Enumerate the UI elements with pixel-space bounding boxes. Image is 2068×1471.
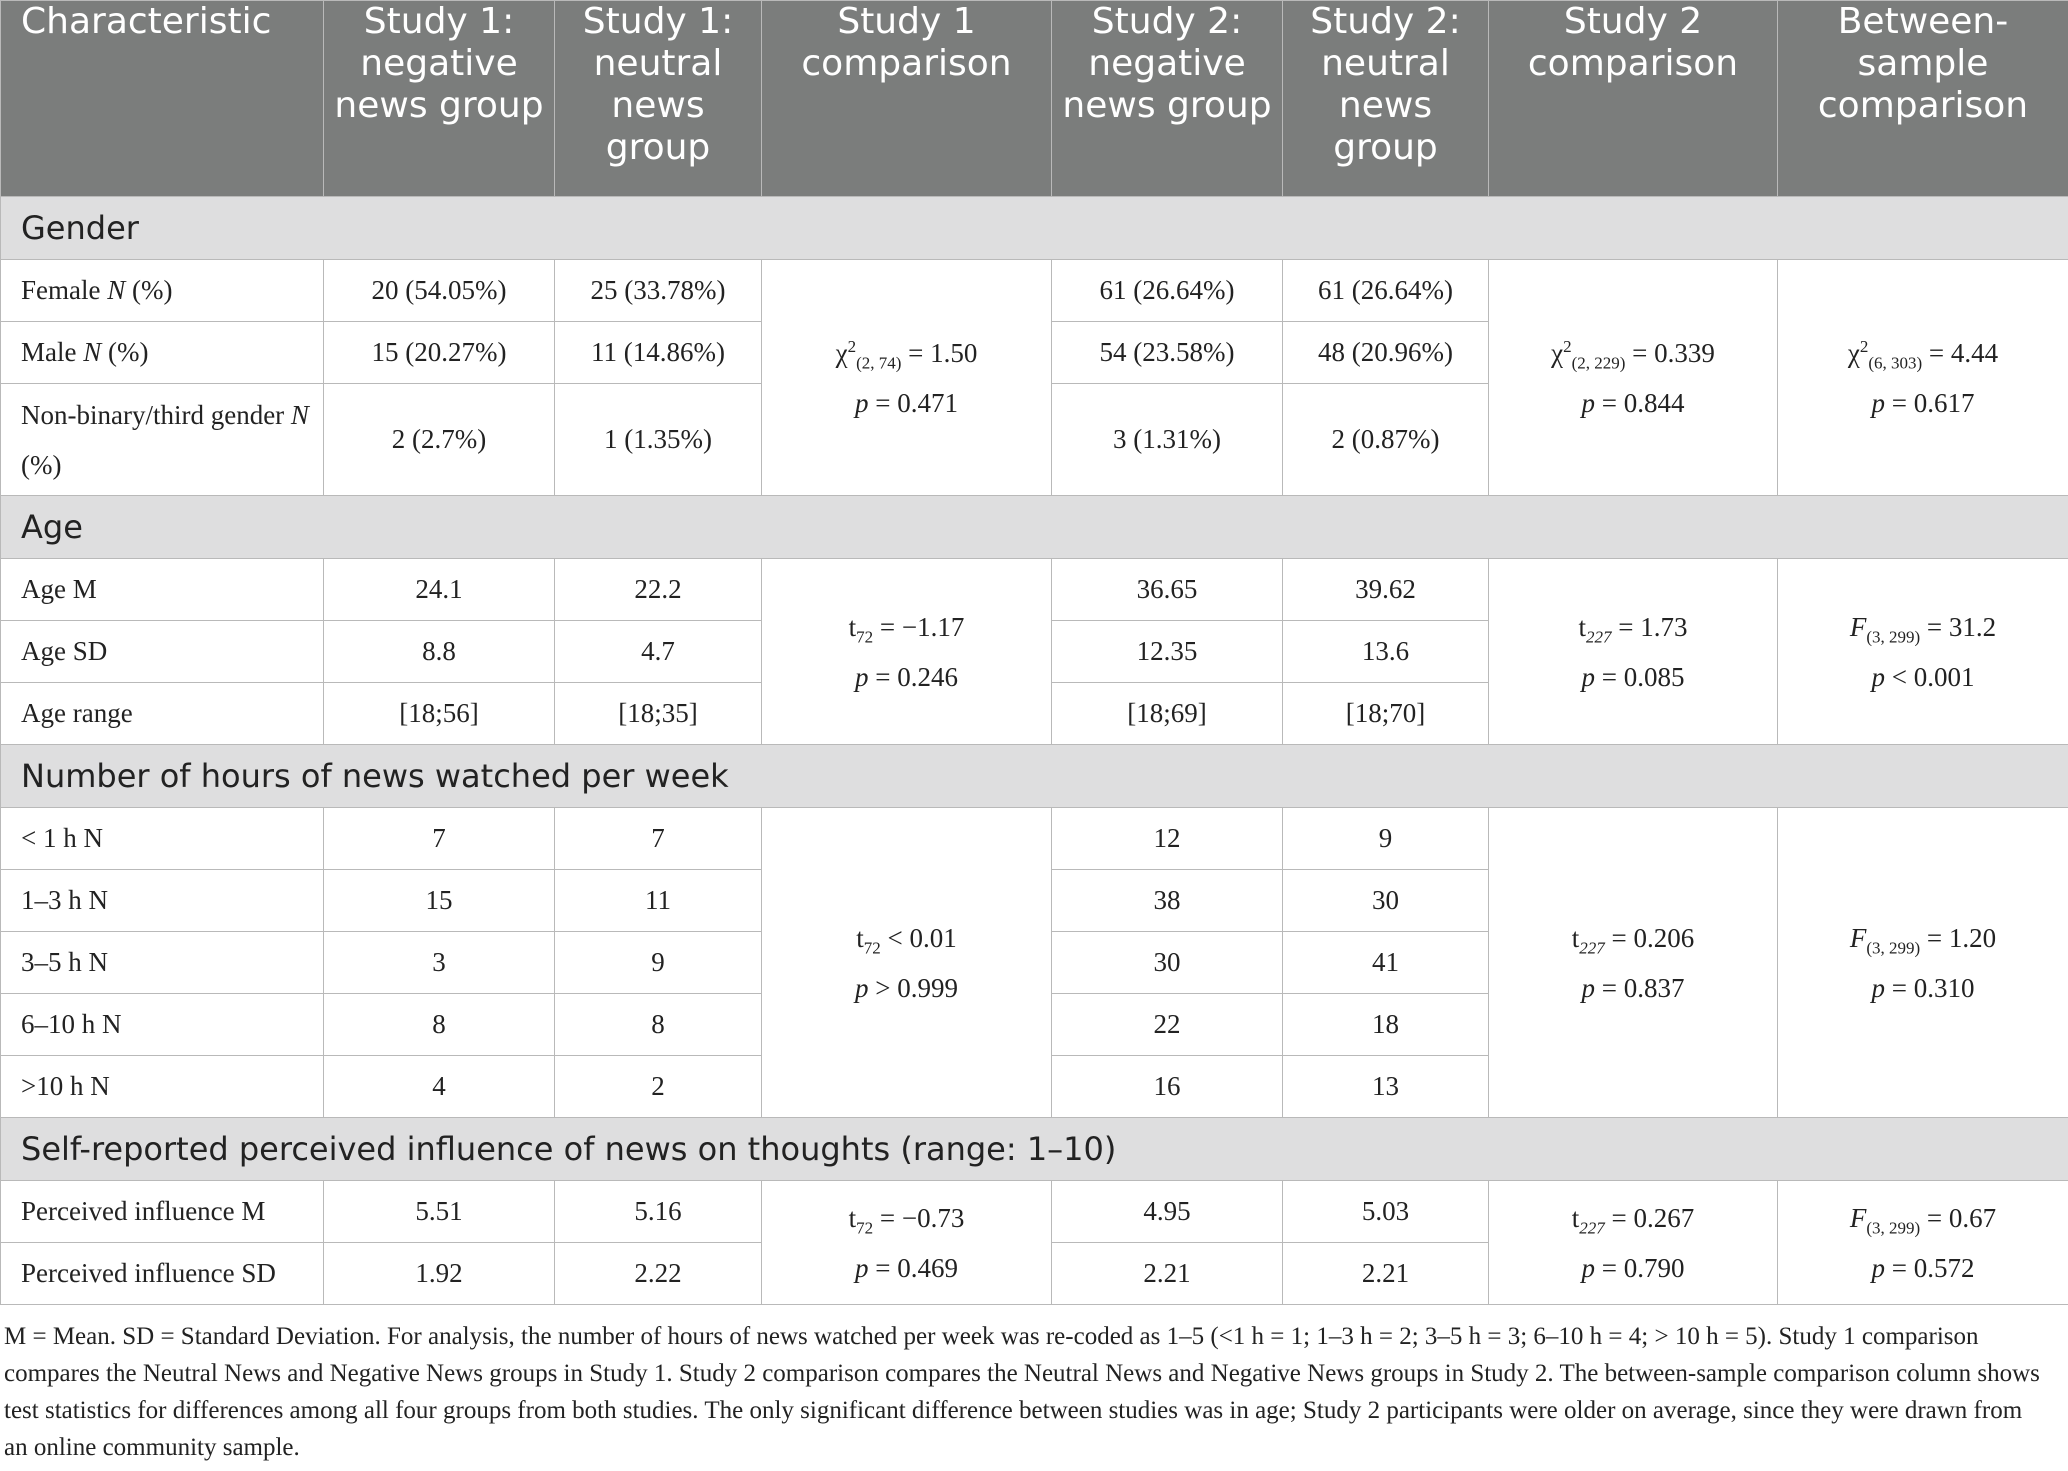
- row-label: Female N (%): [1, 260, 324, 322]
- table-row: [1, 1181, 2068, 1243]
- cell: 11 (14.86%): [555, 322, 762, 384]
- cell: 4.95: [1052, 1181, 1283, 1243]
- row-label: Age M: [1, 559, 324, 621]
- cell: 15: [324, 870, 555, 932]
- cell: 36.65: [1052, 559, 1283, 621]
- cell: 61 (26.64%): [1052, 260, 1283, 322]
- cell: 30: [1052, 932, 1283, 994]
- cell: 2: [555, 1056, 762, 1118]
- section-gender: Gender: [1, 197, 2068, 260]
- row-label: Age SD: [1, 621, 324, 683]
- cell: 5.03: [1283, 1181, 1489, 1243]
- cell: 61 (26.64%): [1283, 260, 1489, 322]
- cell: [18;69]: [1052, 683, 1283, 745]
- row-label: 1–3 h N: [1, 870, 324, 932]
- stat-cell: $t_{227} = 1.73$ p = 0.085: [1489, 559, 1778, 745]
- header-study1-negative: Study 1: negative news group: [324, 1, 555, 197]
- cell: 5.16: [555, 1181, 762, 1243]
- cell: 16: [1052, 1056, 1283, 1118]
- cell: 12.35: [1052, 621, 1283, 683]
- section-news-hours: Number of hours of news watched per week: [1, 745, 2068, 808]
- table-footnote: M = Mean. SD = Standard Deviation. For analysis, the number of hours of news watched per week was re-coded as 1–5 (<1 h = 1; 1–3 h = 2; 3–5 h = 3; 6–10 h = 4; > 10 h = 5). Study 1 comparison compares the Neutral News and Negative News groups in Study 1. Study 2 comparison compares the Neutral News and Negative News groups in Study 2. The between-sample comparison column shows test statistics for differences among all four groups from both studies. The only significant difference between studies was in age; Study 2 participants were older on average, since they were drawn from an online community sample.: [4, 1323, 2040, 1461]
- cell: 9: [555, 932, 762, 994]
- cell: [18;70]: [1283, 683, 1489, 745]
- cell: 4: [324, 1056, 555, 1118]
- section-row: [1, 496, 2068, 559]
- cell: 22: [1052, 994, 1283, 1056]
- cell: 1.92: [324, 1243, 555, 1305]
- row-label: < 1 h N: [1, 808, 324, 870]
- stat-cell: $t_{72} < 0.01$ p > 0.999: [762, 808, 1052, 1118]
- header-between-sample: Between-sample comparison: [1778, 1, 2068, 197]
- section-row: [1, 745, 2068, 808]
- cell: 30: [1283, 870, 1489, 932]
- header-study2-negative: Study 2: negative news group: [1052, 1, 1283, 197]
- cell: 9: [1283, 808, 1489, 870]
- cell: 8.8: [324, 621, 555, 683]
- header-characteristic: Characteristic: [1, 1, 324, 197]
- header-study2-neutral: Study 2: neutral news group: [1283, 1, 1489, 197]
- cell: 25 (33.78%): [555, 260, 762, 322]
- row-label: Perceived influence M: [1, 1181, 324, 1243]
- cell: 8: [324, 994, 555, 1056]
- cell: 54 (23.58%): [1052, 322, 1283, 384]
- section-age: Age: [1, 496, 2068, 559]
- stat-cell: $t_{227} = 0.206$ p = 0.837: [1489, 808, 1778, 1118]
- section-row: [1, 1118, 2068, 1181]
- cell: 2.21: [1283, 1243, 1489, 1305]
- cell: 2.22: [555, 1243, 762, 1305]
- section-influence: Self-reported perceived influence of news on thoughts (range: 1–10): [1, 1118, 2068, 1181]
- cell: 13.6: [1283, 621, 1489, 683]
- header-study1-neutral: Study 1: neutral news group: [555, 1, 762, 197]
- cell: 13: [1283, 1056, 1489, 1118]
- cell: 18: [1283, 994, 1489, 1056]
- cell: 38: [1052, 870, 1283, 932]
- cell: [18;56]: [324, 683, 555, 745]
- header-study2-comparison: Study 2 comparison: [1489, 1, 1778, 197]
- cell: 48 (20.96%): [1283, 322, 1489, 384]
- cell: 7: [555, 808, 762, 870]
- cell: 12: [1052, 808, 1283, 870]
- cell: 2 (0.87%): [1283, 384, 1489, 496]
- row-label: 6–10 h N: [1, 994, 324, 1056]
- cell: 2 (2.7%): [324, 384, 555, 496]
- row-label: Non-binary/third gender N (%): [1, 384, 324, 496]
- table-row: [1, 260, 2068, 322]
- cell: 4.7: [555, 621, 762, 683]
- stat-cell: $F_{(3, 299)} = 1.20$ p = 0.310: [1778, 808, 2068, 1118]
- header-row: [1, 1, 2068, 197]
- stat-cell: $F_{(3, 299)} = 0.67$ p = 0.572: [1778, 1181, 2068, 1305]
- cell: 39.62: [1283, 559, 1489, 621]
- row-label: Age range: [1, 683, 324, 745]
- table-row: [1, 808, 2068, 870]
- row-label: Perceived influence SD: [1, 1243, 324, 1305]
- stat-cell: $t_{72} = -0.73$ p = 0.469: [762, 1181, 1052, 1305]
- stat-cell: $t_{72} = -1.17$ p = 0.246: [762, 559, 1052, 745]
- cell: 3 (1.31%): [1052, 384, 1283, 496]
- cell: 5.51: [324, 1181, 555, 1243]
- cell: 11: [555, 870, 762, 932]
- cell: [18;35]: [555, 683, 762, 745]
- cell: 20 (54.05%): [324, 260, 555, 322]
- stat-cell: $\chi^2_{(6, 303)} = 4.44$ p = 0.617: [1778, 260, 2068, 496]
- cell: 22.2: [555, 559, 762, 621]
- stat-cell: $t_{227} = 0.267$ p = 0.790: [1489, 1181, 1778, 1305]
- cell: 41: [1283, 932, 1489, 994]
- row-label: 3–5 h N: [1, 932, 324, 994]
- table-row: [1, 559, 2068, 621]
- stat-cell: $\chi^2_{(2, 74)} = 1.50$ p = 0.471: [762, 260, 1052, 496]
- header-study1-comparison: Study 1 comparison: [762, 1, 1052, 197]
- cell: 2.21: [1052, 1243, 1283, 1305]
- stat-cell: $\chi^2_{(2, 229)} = 0.339$ p = 0.844: [1489, 260, 1778, 496]
- cell: 3: [324, 932, 555, 994]
- cell: 15 (20.27%): [324, 322, 555, 384]
- cell: 1 (1.35%): [555, 384, 762, 496]
- cell: 7: [324, 808, 555, 870]
- row-label: Male N (%): [1, 322, 324, 384]
- section-row: [1, 197, 2068, 260]
- cell: 24.1: [324, 559, 555, 621]
- row-label: >10 h N: [1, 1056, 324, 1118]
- stat-cell: $F_{(3, 299)} = 31.2$ p < 0.001: [1778, 559, 2068, 745]
- cell: 8: [555, 994, 762, 1056]
